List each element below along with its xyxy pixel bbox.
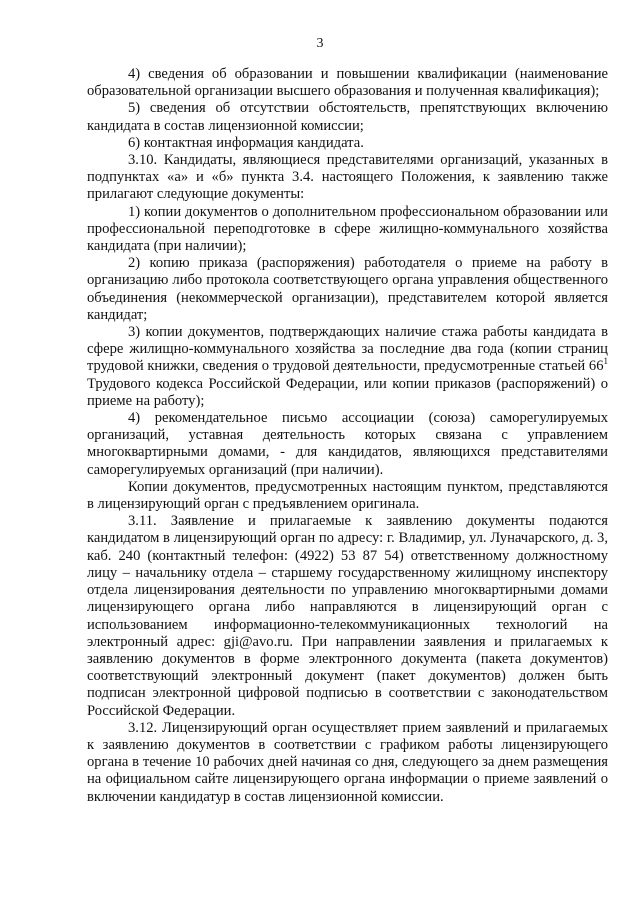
paragraph-recommendation-letter: 4) рекомендательное письмо ассоциации (союза) саморегулируемых организаций, уставная деятельность которых связана с управлением многоквартирными домами, - для кандидатов, являющихся представителями саморегулируемых организаций (при наличии). xyxy=(87,410,608,478)
paragraph-section-3-11: 3.11. Заявление и прилагаемые к заявлению документы подаются кандидатом в лицензирующий орган по адресу: г. Владимир, ул. Луначарского, д. 3, каб. 240 (контактный телефон: (4922) 53 87 54) ответственному должностному лицу – начальнику отдела – старшему государственному жилищному инспектору отдела лицензирования деятельности по управлению многоквартирными домами лицензирующего органа либо направляются в лицензирующий орган с использованием информационно-телекоммуникационных технологий на электронный адрес: gji@avo.ru. При направлении заявления и прилагаемых к заявлению документов в форме электронного документа (пакета документов) соответствующий электронный документ (пакет документов) должен быть подписан электронной цифровой подписью в соответствии с законодательством Российской Федерации. xyxy=(87,513,608,719)
paragraph-work-experience-tail: Трудового кодекса Российской Федерации, или копии приказов (распоряжений) о приеме на работу); xyxy=(87,375,608,409)
paragraph-education: 4) сведения об образовании и повышении квалификации (наименование образовательной организации высшего образования и полученная квалификация); xyxy=(87,66,608,100)
paragraph-additional-education: 1) копии документов о дополнительном профессиональном образовании или профессиональной переподготовке в сфере жилищно-коммунального хозяйства кандидата (при наличии); xyxy=(87,203,608,255)
document-body xyxy=(87,66,608,806)
paragraph-section-3-10: 3.10. Кандидаты, являющиеся представителями организаций, указанных в подпунктах «а» и «б» пункта 3.4. настоящего Положения, к заявлению также прилагают следующие документы: xyxy=(87,152,608,203)
footnote-marker: 1 xyxy=(603,356,608,367)
paragraph-work-experience xyxy=(87,324,608,410)
paragraph-contact-info: 6) контактная информация кандидата. xyxy=(128,134,364,151)
page-number: 3 xyxy=(316,36,324,51)
paragraph-copies: Копии документов, предусмотренных настоящим пунктом, представляются в лицензирующий орган с предъявлением оригинала. xyxy=(87,478,608,513)
paragraph-work-experience-main: 3) копии документов, подтверждающих наличие стажа работы кандидата в сфере жилищно-коммунального хозяйства за последние два года (копии страниц трудовой книжки, сведения о трудовой деятельности, предусмотренные статьей 66 xyxy=(87,324,608,375)
paragraph-section-3-12: 3.12. Лицензирующий орган осуществляет прием заявлений и прилагаемых к заявлению документов в соответствии с графиком работы лицензирующего органа в течение 10 рабочих дней начиная со дня, следующего за днем размещения на официальном сайте лицензирующего органа информации о приеме заявлений о включении кандидатур в состав лицензионной комиссии. xyxy=(87,719,608,805)
paragraph-no-obstacles: 5) сведения об отсутствии обстоятельств, препятствующих включению кандидата в состав лицензионной комиссии; xyxy=(87,100,608,134)
paragraph-employment-order: 2) копию приказа (распоряжения) работодателя о приеме на работу в организацию либо протокола соответствующего органа управления общественного объединения (некоммерческой организации), представителем которой является кандидат; xyxy=(87,255,608,323)
